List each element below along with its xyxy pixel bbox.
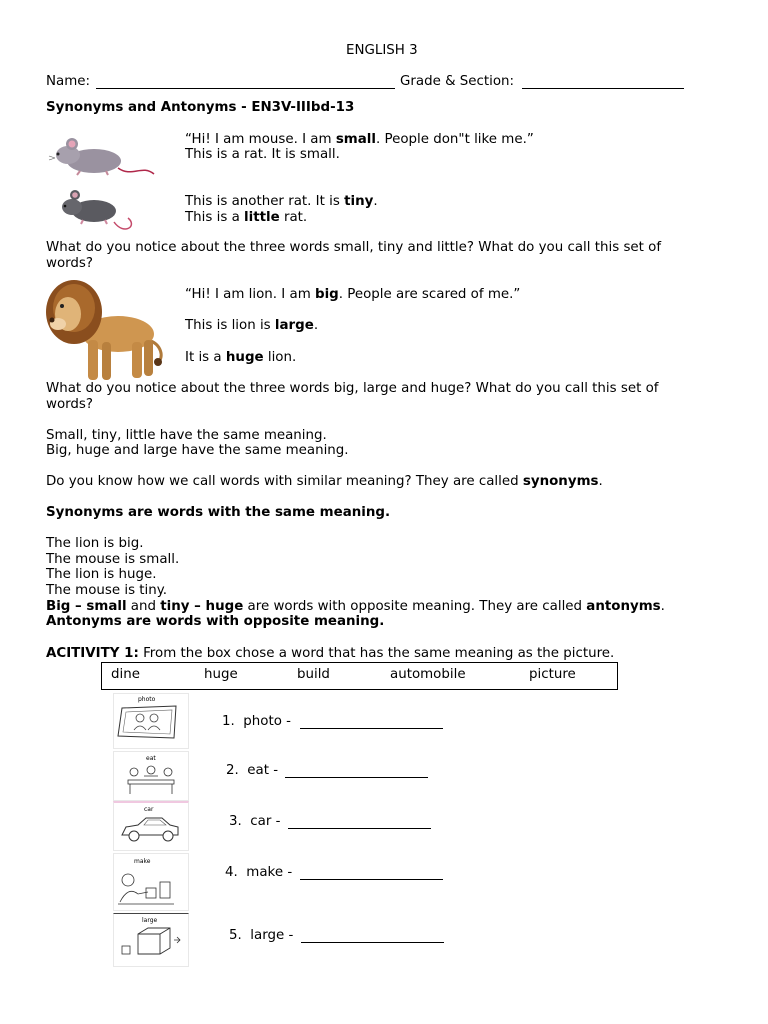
word-choice: picture — [529, 667, 576, 682]
same-meaning-line-2: Big, huge and large have the same meaning. — [46, 443, 349, 458]
mouse-question-line-1: What do you notice about the three words small, tiny and little? What do you call this set of — [46, 240, 662, 255]
answer-field-1[interactable] — [300, 728, 443, 729]
answer-field-3[interactable] — [288, 828, 431, 829]
word-choice: huge — [204, 667, 238, 682]
eat-picture — [113, 751, 189, 801]
make-picture — [113, 853, 189, 911]
lion-line-2: This is lion is large. — [185, 318, 319, 333]
mouse-line-4: This is a little rat. — [185, 210, 308, 225]
example-sentence: The mouse is small. — [46, 552, 180, 567]
photo-picture — [113, 693, 189, 749]
car-picture — [113, 801, 189, 851]
mouse-line-3: This is another rat. It is tiny. — [185, 194, 378, 209]
lion-line-1: “Hi! I am lion. I am big. People are scared of me.” — [185, 287, 521, 302]
word-choice: build — [297, 667, 330, 682]
large-picture — [113, 913, 189, 967]
name-label: Name: — [46, 74, 91, 89]
antonym-definition: Antonyms are words with opposite meaning. — [46, 614, 385, 629]
page-title: ENGLISH 3 — [346, 43, 418, 58]
activity-item-1: 1. photo - — [222, 714, 292, 729]
picture-caption: make — [134, 858, 151, 865]
activity-item-5: 5. large - — [229, 928, 294, 943]
mouse-question-line-2: words? — [46, 256, 93, 271]
lion-question-line-2: words? — [46, 397, 93, 412]
word-box — [101, 662, 618, 690]
activity-item-2: 2. eat - — [226, 763, 279, 778]
example-sentence: The lion is huge. — [46, 567, 157, 582]
grade-label: Grade & Section: — [400, 74, 515, 89]
word-choice: dine — [111, 667, 140, 682]
antonym-explanation: Big – small and tiny – huge are words with opposite meaning. They are called antonyms. — [46, 599, 665, 614]
lion-illustration — [44, 278, 168, 386]
activity-item-3: 3. car - — [229, 814, 281, 829]
lion-line-3: It is a huge lion. — [185, 350, 297, 365]
mouse-illustration — [46, 134, 158, 184]
same-meaning-line-1: Small, tiny, little have the same meaning. — [46, 428, 327, 443]
lesson-title: Synonyms and Antonyms - EN3V-IIIbd-13 — [46, 100, 355, 115]
activity-instruction: ACITIVITY 1: From the box chose a word that has the same meaning as the picture. — [46, 646, 615, 661]
example-sentence: The mouse is tiny. — [46, 583, 168, 598]
mouse-line-2: This is a rat. It is small. — [185, 147, 340, 162]
mouse-line-1: “Hi! I am mouse. I am small. People don"t like me.” — [185, 132, 534, 147]
rat-illustration — [58, 186, 138, 238]
example-sentence: The lion is big. — [46, 536, 144, 551]
picture-caption: photo — [138, 696, 156, 703]
picture-caption: large — [142, 917, 158, 924]
answer-field-4[interactable] — [300, 879, 443, 880]
lion-question-line-1: What do you notice about the three words big, large and huge? What do you call this set of — [46, 381, 659, 396]
synonym-question: Do you know how we call words with similar meaning? They are called synonyms. — [46, 474, 603, 489]
grade-section-field[interactable] — [522, 88, 684, 89]
activity-item-4: 4. make - — [225, 865, 293, 880]
word-choice: automobile — [390, 667, 466, 682]
picture-caption: eat — [146, 755, 156, 762]
picture-caption: car — [144, 806, 154, 813]
answer-field-5[interactable] — [301, 942, 444, 943]
answer-field-2[interactable] — [285, 777, 428, 778]
synonym-definition: Synonyms are words with the same meaning. — [46, 505, 391, 520]
name-field[interactable] — [96, 88, 395, 89]
